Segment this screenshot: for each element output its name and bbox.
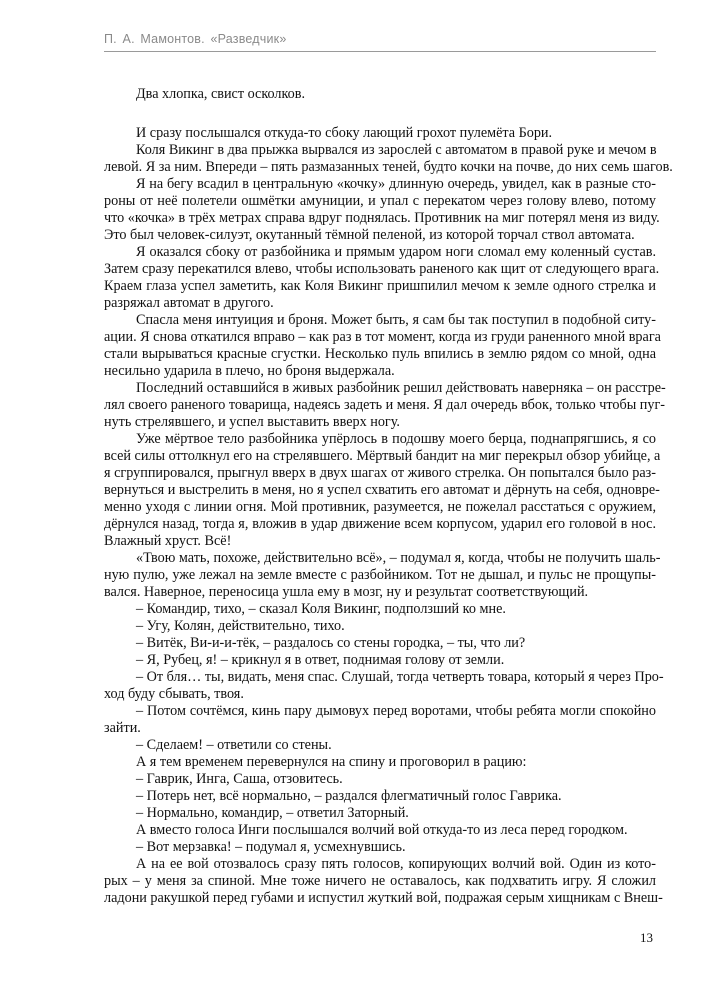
paragraph — [104, 312, 661, 380]
text-line: Уже мёртвое тело разбойника упёрлось в подошву моего берца, поднапрягшись, я со — [136, 431, 656, 447]
text-line: Я на бегу всадил в центральную «кочку» длинную очередь, увидел, как в разные сто- — [136, 176, 656, 192]
text-line: всей силы оттолкнул его на стрелявшего. Мёртвый бандит на миг перекрыл обзор убийце, а — [104, 448, 661, 464]
text-line: – Сделаем! – ответили со стены. — [136, 737, 332, 753]
paragraph — [104, 856, 663, 907]
text-line: Затем сразу перекатился влево, чтобы использовать раненого как щит от следующего врага. — [104, 261, 660, 277]
paragraph — [104, 125, 656, 142]
text-line: рых – у меня за спиной. Мне тоже ничего не оставалось, как подхватить игру. Я сложил — [104, 873, 656, 889]
text-line: левой. Я за ним. Впереди – пять размазанных теней, будто кочки на почве, до них семь шагов. — [104, 159, 673, 175]
text-line: – Угу, Колян, действительно, тихо. — [136, 618, 345, 634]
text-line: – Я, Рубец, я! – крикнул я в ответ, поднимая голову от земли. — [136, 652, 505, 668]
page-number: 13 — [640, 930, 653, 945]
page-body — [104, 86, 673, 907]
paragraph — [104, 788, 656, 805]
text-line: Влажный хруст. Всё! — [104, 533, 232, 549]
paragraph — [104, 635, 656, 652]
text-line: – Вот мерзавка! – подумал я, усмехнувшись. — [136, 839, 406, 855]
text-line: – Витёк, Ви-и-и-тёк, – раздалось со стены городка, – ты, что ли? — [136, 635, 526, 651]
text-line: менно уходя с линии огня. Мой противник, разумеется, не пожелал расстаться с оружием, — [104, 499, 656, 515]
text-line: ную пулю, уже лежал на земле вместе с разбойником. Тот не дышал, и пульс не прощупы- — [104, 567, 656, 583]
text-line: Это был человек-силуэт, окутанный тёмной пеленой, из которой торчал ствол автомата. — [104, 227, 635, 243]
text-line: Коля Викинг в два прыжка вырвался из зарослей с автоматом в правой руке и мечом в — [136, 142, 657, 158]
running-header: П. А. Мамонтов. «Разведчик» — [104, 32, 287, 46]
text-line: Я оказался сбоку от разбойника и прямым ударом ноги сломал ему коленный сустав. — [136, 244, 656, 260]
paragraph — [104, 550, 661, 601]
text-line: дёрнулся назад, тогда я, вложив в удар движение всем корпусом, ударил его головой в нос. — [104, 516, 656, 532]
text-line: лял своего раненого товарища, надеясь задеть и меня. Я дал очередь вбок, только чтобы пуг- — [104, 397, 666, 413]
paragraph — [104, 142, 673, 176]
text-line: вернуться и выстрелить в меня, но я успел схватить его автомат и дёрнуть на себя, одновре- — [104, 482, 660, 498]
paragraph — [104, 754, 656, 771]
text-line: ход буду сбывать, твоя. — [104, 686, 244, 702]
paragraph — [104, 669, 664, 703]
text-line: – Потом сочтёмся, кинь пару дымовух перед воротами, чтобы ребята могли спокойно — [136, 703, 656, 719]
paragraph — [104, 86, 656, 103]
paragraph — [104, 737, 656, 754]
paragraph — [104, 176, 660, 244]
paragraph — [104, 601, 656, 618]
text-line: Последний оставшийся в живых разбойник решил действовать наверняка – он расстре- — [136, 380, 666, 396]
text-line: ладони ракушкой перед губами и испустил жуткий вой, подражая серым хищникам с Внеш- — [104, 890, 663, 906]
paragraph — [104, 244, 660, 312]
text-line: Краем глаза успел заметить, как Коля Викинг пришпилил мечом к земле одного стрелка и — [104, 278, 656, 294]
text-line: – Нормально, командир, – ответил Заторный. — [136, 805, 409, 821]
paragraph — [104, 380, 666, 431]
text-line: роны от неё полетели ошмётки амуниции, и упал с перекатом через голову влево, потому — [104, 193, 656, 209]
text-line: нуть стрелявшего, и успел выставить вверх ногу. — [104, 414, 400, 430]
text-line: зайти. — [104, 720, 141, 736]
paragraph — [104, 431, 661, 550]
text-line: – Потерь нет, всё нормально, – раздался флегматичный голос Гаврика. — [136, 788, 562, 804]
text-line: Спасла меня интуиция и броня. Может быть, я сам бы так поступил в подобной ситу- — [136, 312, 656, 328]
text-line: стали вырываться красные сгустки. Несколько пуль впились в землю рядом со мной, одна — [104, 346, 656, 362]
text-line: что «кочка» в трёх метрах справа вдруг поднялась. Противник на миг потерял меня из виду. — [104, 210, 660, 226]
paragraph — [104, 805, 656, 822]
text-line: – Гаврик, Инга, Саша, отзовитесь. — [136, 771, 343, 787]
text-line: А я тем временем перевернулся на спину и проговорил в рацию: — [136, 754, 527, 770]
paragraph — [104, 839, 656, 856]
text-line: ации. Я снова откатился вправо – как раз в тот момент, когда из груди раненного мной врага — [104, 329, 661, 345]
text-line: несильно ударила в плечо, но броня выдержала. — [104, 363, 395, 379]
paragraph — [104, 652, 656, 669]
text-line: – Командир, тихо, – сказал Коля Викинг, подползший ко мне. — [136, 601, 506, 617]
paragraph-gap — [104, 103, 656, 125]
text-line: вался. Наверное, переносица ушла ему в мозг, ну и результат соответствующий. — [104, 584, 589, 600]
text-line: А вместо голоса Инги послышался волчий вой откуда-то из леса перед городком. — [136, 822, 628, 838]
paragraph — [104, 771, 656, 788]
paragraph — [104, 703, 656, 737]
paragraph — [104, 618, 656, 635]
text-line: – От бля… ты, видать, меня спас. Слушай, тогда четверть товара, который я через Про- — [136, 669, 664, 685]
text-line: я сгруппировался, прыгнул вверх в двух шагах от живого стрелка. Он попытался было раз- — [104, 465, 656, 481]
header-rule — [104, 51, 656, 52]
text-line: А на ее вой отозвалось сразу пять голосов, копирующих волчий вой. Один из кото- — [136, 856, 656, 872]
text-line: Два хлопка, свист осколков. — [136, 86, 306, 102]
text-line: разряжал автомат в другого. — [104, 295, 274, 311]
text-line: И сразу послышался откуда-то сбоку лающий грохот пулемёта Бори. — [136, 125, 553, 141]
text-line: «Твою мать, похоже, действительно всё», – подумал я, когда, чтобы не получить шаль- — [136, 550, 661, 566]
paragraph — [104, 822, 656, 839]
